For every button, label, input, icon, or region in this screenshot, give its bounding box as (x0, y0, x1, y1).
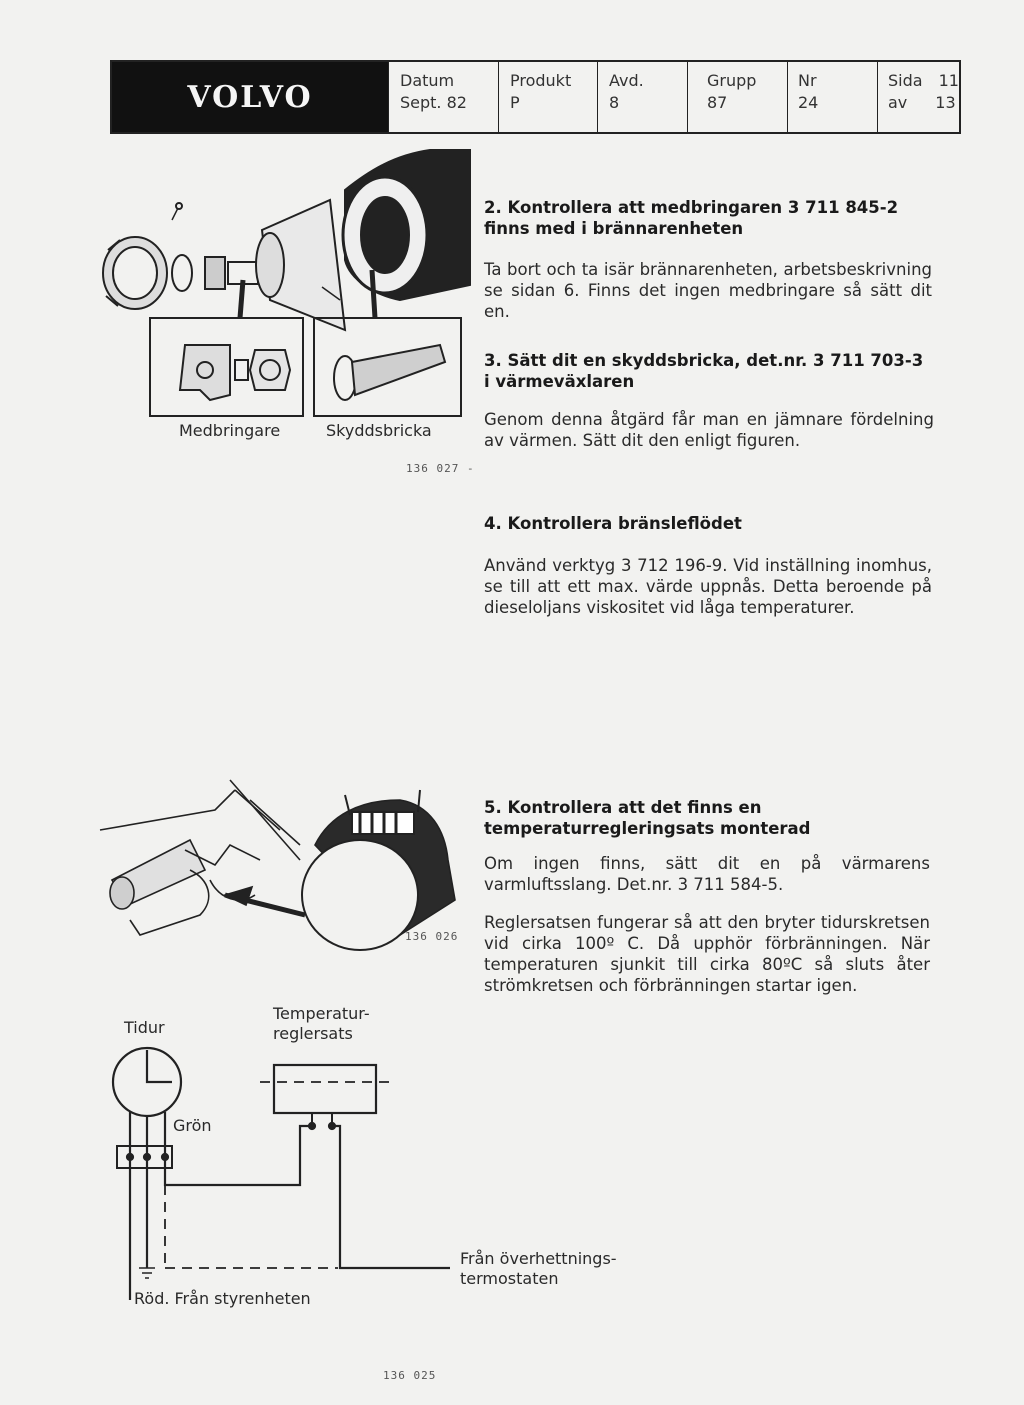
datum-value: Sept. 82 (400, 93, 467, 112)
sida-value: 11 (938, 71, 959, 90)
grupp-cell: Grupp 87 (687, 62, 787, 132)
gron-wire-label: Grön (173, 1116, 212, 1135)
nr-cell: Nr 24 (787, 62, 877, 132)
figure1-reference: 136 027 - (406, 462, 475, 475)
av-value: 13 (935, 93, 956, 112)
nr-value: 24 (798, 93, 819, 112)
avd-cell: Avd. 8 (597, 62, 687, 132)
step3-heading: 3. Sätt dit en skyddsbricka, det.nr. 3 711 703-3 i värmeväxlaren (484, 351, 924, 391)
figure2-reference: 136 026 (405, 930, 459, 943)
datum-cell: Datum Sept. 82 (388, 62, 498, 132)
grupp-value: 87 (707, 93, 728, 112)
sida-cell: Sida 11 av 13 (877, 62, 959, 132)
step4-body: Använd verktyg 3 712 196-9. Vid inställning inomhus, se till att ett max. värde uppnås. Detta beroende på dieseloljans viskositet vid låga temperaturer. (484, 556, 932, 617)
produkt-value: P (510, 93, 520, 112)
rod-wire-label: Röd. Från styrenheten (134, 1289, 311, 1308)
temperaturreglersats-label: Temperatur- reglersats (273, 1004, 370, 1043)
regulator-box (274, 1065, 376, 1113)
step2-heading: 2. Kontrollera att medbringaren 3 711 845-2 finns med i brännarenheten (484, 198, 899, 238)
medbringare-label: Medbringare (179, 421, 281, 440)
diagram-reference: 136 025 (383, 1369, 437, 1382)
avd-value: 8 (609, 93, 620, 112)
step4-heading: 4. Kontrollera bränsleflödet (484, 514, 742, 533)
produkt-cell: Produkt P (498, 62, 597, 132)
volvo-logo: VOLVO (112, 62, 388, 132)
tidur-label: Tidur (124, 1018, 165, 1037)
step5-body-1: Om ingen finns, sätt dit en på värmarens varmluftsslang. Det.nr. 3 711 584-5. (484, 854, 930, 894)
step3-body: Genom denna åtgärd får man en jämnare fördelning av värmen. Sätt dit den enligt figuren. (484, 410, 934, 450)
skyddsbricka-label: Skyddsbricka (326, 421, 432, 440)
overhettningstermostat-label: Från överhettnings- termostaten (460, 1249, 617, 1288)
step5-heading: 5. Kontrollera att det finns en temperaturregleringsats monterad (484, 798, 811, 838)
step5-body-2: Reglersatsen fungerar så att den bryter tidurskretsen vid cirka 100º C. Då upphör förbränningen. När temperaturen sjunkit till cirka 80ºC så sluts åter strömkretsen och förbränningen startar igen. (484, 913, 930, 995)
step2-body: Ta bort och ta isär brännarenheten, arbetsbeskrivning se sidan 6. Finns det ingen medbringare så sätt dit en. (484, 260, 932, 321)
